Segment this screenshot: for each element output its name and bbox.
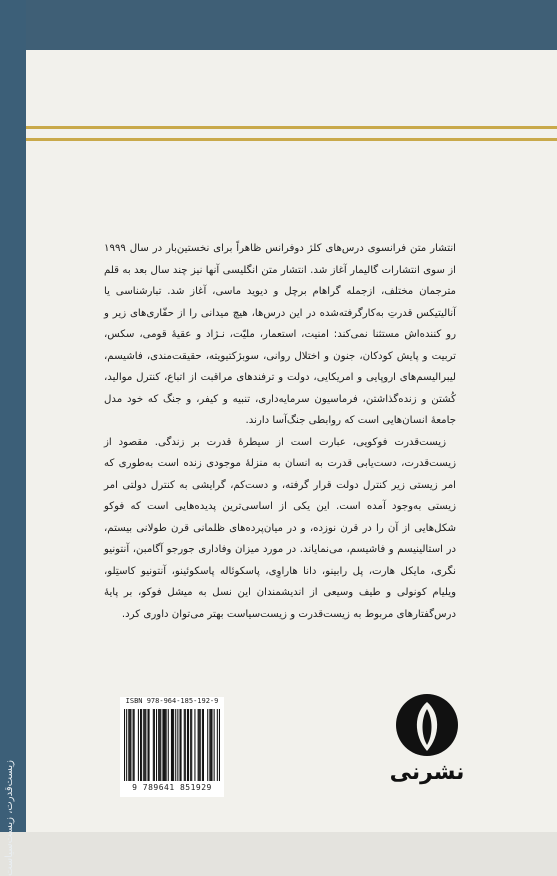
barcode-bar <box>191 709 192 781</box>
barcode-bar <box>160 709 161 781</box>
barcode-bar <box>156 709 157 781</box>
barcode-bar <box>166 709 167 781</box>
barcode-bar <box>175 709 176 781</box>
barcode-bar <box>159 709 160 781</box>
barcode-bar <box>190 709 191 781</box>
barcode-bar <box>179 709 180 781</box>
barcode-bar <box>172 709 173 781</box>
barcode-bar <box>185 709 186 781</box>
barcode-bar <box>129 709 130 781</box>
barcode-bar <box>134 709 135 781</box>
barcode-bar <box>200 709 201 781</box>
barcode-bar <box>188 709 189 781</box>
isbn-digits: 9 789641 851929 <box>132 783 212 792</box>
barcode-bar <box>171 709 172 781</box>
publisher-name: نشرنی <box>389 760 465 785</box>
barcode-bar <box>145 709 146 781</box>
barcode-bar <box>214 709 215 781</box>
barcode-bar <box>165 709 166 781</box>
barcode-bar <box>219 709 220 781</box>
gold-stripe-top <box>26 126 557 129</box>
gold-stripe-bottom <box>26 138 557 141</box>
barcode-bar <box>138 709 139 781</box>
barcode-bar <box>217 709 218 781</box>
barcode-bar <box>158 709 159 781</box>
barcode-bar <box>199 709 200 781</box>
barcode-bar <box>144 709 145 781</box>
barcode-bar <box>140 709 141 781</box>
barcode-bar <box>207 709 208 781</box>
barcode-bar <box>141 709 142 781</box>
barcode-bar <box>143 709 144 781</box>
barcode-bar <box>177 709 178 781</box>
spine-title: زیست‌قدرت، زیست‌سیاست <box>4 760 15 876</box>
barcode-bar <box>149 709 150 781</box>
barcode-bar <box>184 709 185 781</box>
barcode-bar <box>147 709 148 781</box>
blurb-paragraph-1: انتشار متن فرانسوی درس‌های کلژ دوفرانس ظاهراً برای نخستین‌بار در سال ۱۹۹۹ از سوی انتشارات گالیمار آغاز شد. انتشار متن انگلیسی آنها نیز چند سال بعد به قلم مترجمان مختلف، ازجمله گراهام برچل و دیوید ماسی، آغاز شد. تبارشناسی یا آنالیتیکس قدرتِ به‌کارگرفته‌شده در این درس‌ها، هیچ میدانی را از حفّاری‌های زیر و رو کننده‌اش مستثنا نمی‌کند: امنیت، استعمار، ملیّت، نـژاد و عقیهٔ قومی، سکس، تربیت و پایش کودکان، جنون و اختلال روانی، سوبژکتیویته، حقیقت‌مندی، فاشیسم، لیبرالیسم‌های اروپایی و امریکایی، دولت و ترفندهای مراقبت از اتباع، کنترل موالید، کُشتن و زنده‌گذاشتن، فرماسیون سرمایه‌داری، تنبیه و کیفر، و جنگ که خود مدل جامعهٔ انسان‌هایی است که روابطی جنگ‌آسا دارند. <box>104 243 456 426</box>
blurb-paragraph-2: زیست‌قدرت فوکویی، عبارت است از سیطرهٔ قدرت بر زندگی. مقصود از زیست‌قدرت، دست‌یابی قدرت به انسان به منزلهٔ موجودی زنده است به‌طوری که امر زیستی زیر کنترل دولت قرار گرفته، و دست‌کم، گرایشی به کنترل دولتی امر زیستی به‌وجود آمده است. این یکی از اساسی‌ترین پدیده‌هایی است که فوکو شکل‌هایی از آن را در قرن نوزده، و در میان‌پرده‌های ظلمانی قرن طولانی بیستم، در استالینیسم و فاشیسم، می‌نمایاند. در مورد میزان وفاداری جورجو آگامبن، آنتونیو نگری، مایکل هارت، پل رابینو، دانا هاراوِی، پاسکوئاله پاسکوئینو، آنتونیو کاستِلو، ویلیام کونولی و طیف وسیعی از اندیشمندان این نسل به میشل فوکو، بر پایهٔ درس‌گفتارهای مربوط به زیست‌قدرت و زیست‌سیاست بهتر می‌توان داوری کرد. <box>104 436 456 620</box>
barcode-bar <box>209 709 210 781</box>
barcode-bar <box>211 709 212 781</box>
barcode-bar <box>194 709 195 781</box>
isbn-label: ISBN 978-964-185-192-9 <box>125 697 219 705</box>
spine <box>0 0 26 876</box>
top-color-band <box>26 0 557 50</box>
barcode-bar <box>154 709 155 781</box>
blurb-text <box>104 238 456 625</box>
barcode-bar <box>198 709 199 781</box>
barcode-bar <box>162 709 163 781</box>
barcode-bar <box>133 709 134 781</box>
barcode-bar <box>210 709 211 781</box>
barcode-bar <box>153 709 154 781</box>
barcode-bar <box>173 709 174 781</box>
barcode-bar <box>124 709 125 781</box>
barcode-bar <box>203 709 204 781</box>
barcode-bar <box>181 709 182 781</box>
barcode-bars <box>124 709 220 781</box>
barcode-bar <box>187 709 188 781</box>
barcode-bar <box>126 709 127 781</box>
barcode-bar <box>202 709 203 781</box>
barcode-bar <box>128 709 129 781</box>
barcode <box>120 697 224 797</box>
barcode-bar <box>163 709 164 781</box>
barcode-bar <box>168 709 169 781</box>
barcode-bar <box>130 709 131 781</box>
